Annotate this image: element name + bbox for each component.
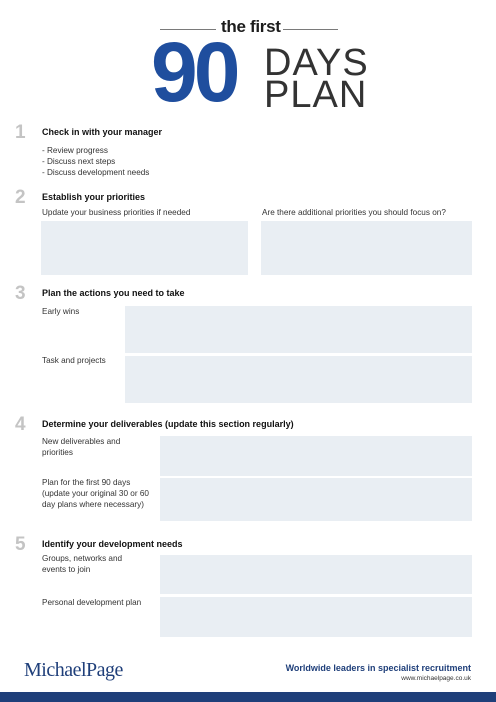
tasks-projects-field[interactable]: [125, 356, 472, 403]
bullet-item: - Review progress: [42, 146, 108, 155]
section-1-bullets: [42, 145, 149, 178]
header-small-title: the first: [221, 17, 281, 36]
footer-bar: [0, 692, 496, 702]
bullet-item: - Discuss next steps: [42, 157, 116, 166]
section-3-number: 3: [15, 283, 26, 304]
business-priorities-field[interactable]: [41, 221, 248, 275]
header-word-days: DAYS: [264, 42, 369, 84]
header-word-plan: PLAN: [264, 74, 368, 116]
tasks-projects-label: Task and projects: [42, 356, 106, 365]
section-2-title: Establish your priorities: [42, 192, 146, 202]
groups-networks-field[interactable]: [160, 555, 472, 594]
header-big-number: 90: [151, 25, 237, 119]
section-2-right-label: Are there additional priorities you should focus on?: [262, 208, 446, 217]
section-3-title: Plan the actions you need to take: [42, 288, 185, 298]
footer-url[interactable]: www.michaelpage.co.uk: [401, 675, 471, 682]
header-rule-right: [283, 29, 338, 30]
section-2-left-label: Update your business priorities if needed: [42, 208, 191, 217]
section-2-number: 2: [15, 187, 26, 208]
section-5-number: 5: [15, 534, 26, 555]
section-1-number: 1: [15, 122, 26, 143]
footer-tagline: Worldwide leaders in specialist recruitment: [285, 663, 471, 673]
bullet-item: - Discuss development needs: [42, 168, 150, 177]
early-wins-field[interactable]: [125, 306, 472, 353]
new-deliverables-field[interactable]: [160, 436, 472, 476]
personal-development-field[interactable]: [160, 597, 472, 637]
personal-development-label: Personal development plan: [42, 598, 142, 607]
plan-90-days-field[interactable]: [160, 478, 472, 521]
early-wins-label: Early wins: [42, 307, 80, 316]
michael-page-logo: MichaelPage: [24, 659, 123, 681]
section-4-title: Determine your deliverables (update this section regularly): [42, 419, 294, 429]
new-deliverables-label: New deliverables and priorities: [42, 437, 121, 457]
section-1-title: Check in with your manager: [42, 127, 163, 137]
groups-networks-label: Groups, networks and events to join: [42, 554, 123, 574]
plan-90-days-label: Plan for the first 90 days (update your original 30 or 60 day plans where necessary): [42, 478, 149, 509]
section-5-title: Identify your development needs: [42, 539, 183, 549]
additional-priorities-field[interactable]: [261, 221, 472, 275]
section-4-number: 4: [15, 414, 26, 435]
